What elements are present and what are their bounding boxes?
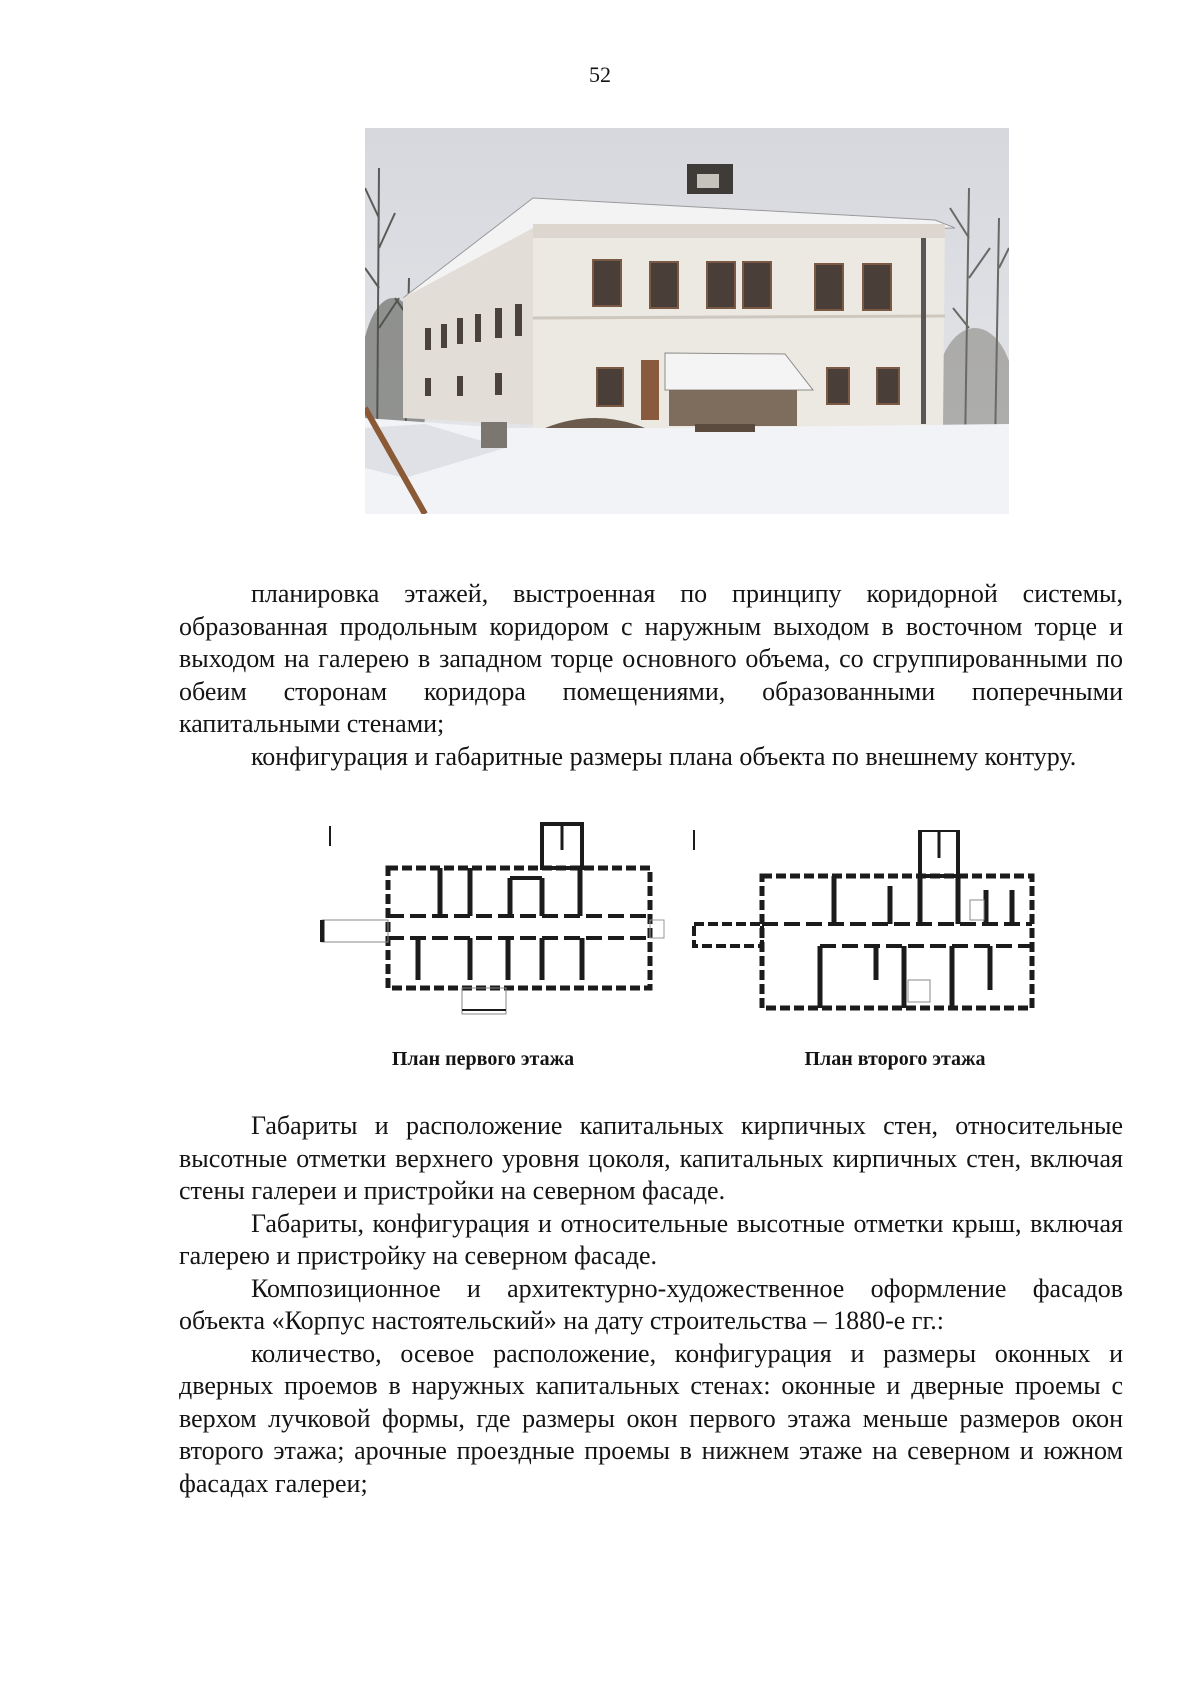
paragraph-facades: Композиционное и архитектурно-художественное оформление фасадов объекта «Корпус настоятельский» на дату строительства – 1880-е гг.: [179,1273,1123,1335]
first-floor-plan-caption: План первого этажа [391,1048,575,1070]
paragraph-layout: планировка этажей, выстроенная по принципу коридорной системы, образованная продольным коридором с наружным выходом в восточном торце и выходом на галерею в западном торце основного объема, со сгруппированными по обеим сторонам коридора помещениями, образованными поперечными капитальными стенами; [179,579,1123,738]
paragraph-configuration: конфигурация и габаритные размеры плана объекта по внешнему контуру. [251,741,1077,771]
page-number: 52 [589,62,611,87]
paragraph-roofs: Габариты, конфигурация и относительные высотные отметки крыш, включая галерею и пристройку на северном фасаде. [179,1208,1123,1270]
paragraph-openings: количество, осевое расположение, конфигурация и размеры оконных и дверных проемов в наружных капитальных стенах: оконные и дверные проемы с верхом лучковой формы, где размеры окон первого этажа меньше размеров окон второго этажа; арочные проездные проемы в нижнем этаже на северном и южном фасадах галереи; [179,1338,1123,1498]
building-photo [365,128,1009,514]
first-floor-plan-drawing [320,820,680,1035]
second-floor-plan [690,830,1040,1030]
second-floor-plan-drawing [690,830,1040,1030]
first-floor-plan [320,820,680,1035]
text-block-top [179,578,1123,773]
text-block-bottom [179,1110,1123,1500]
building-photo-drawing [365,128,1009,514]
paragraph-walls: Габариты и расположение капитальных кирпичных стен, относительные высотные отметки верхнего уровня цоколя, капитальных кирпичных стен, включая стены галереи и пристройки на северном фасаде. [179,1111,1123,1205]
second-floor-plan-caption: План второго этажа [804,1048,986,1070]
